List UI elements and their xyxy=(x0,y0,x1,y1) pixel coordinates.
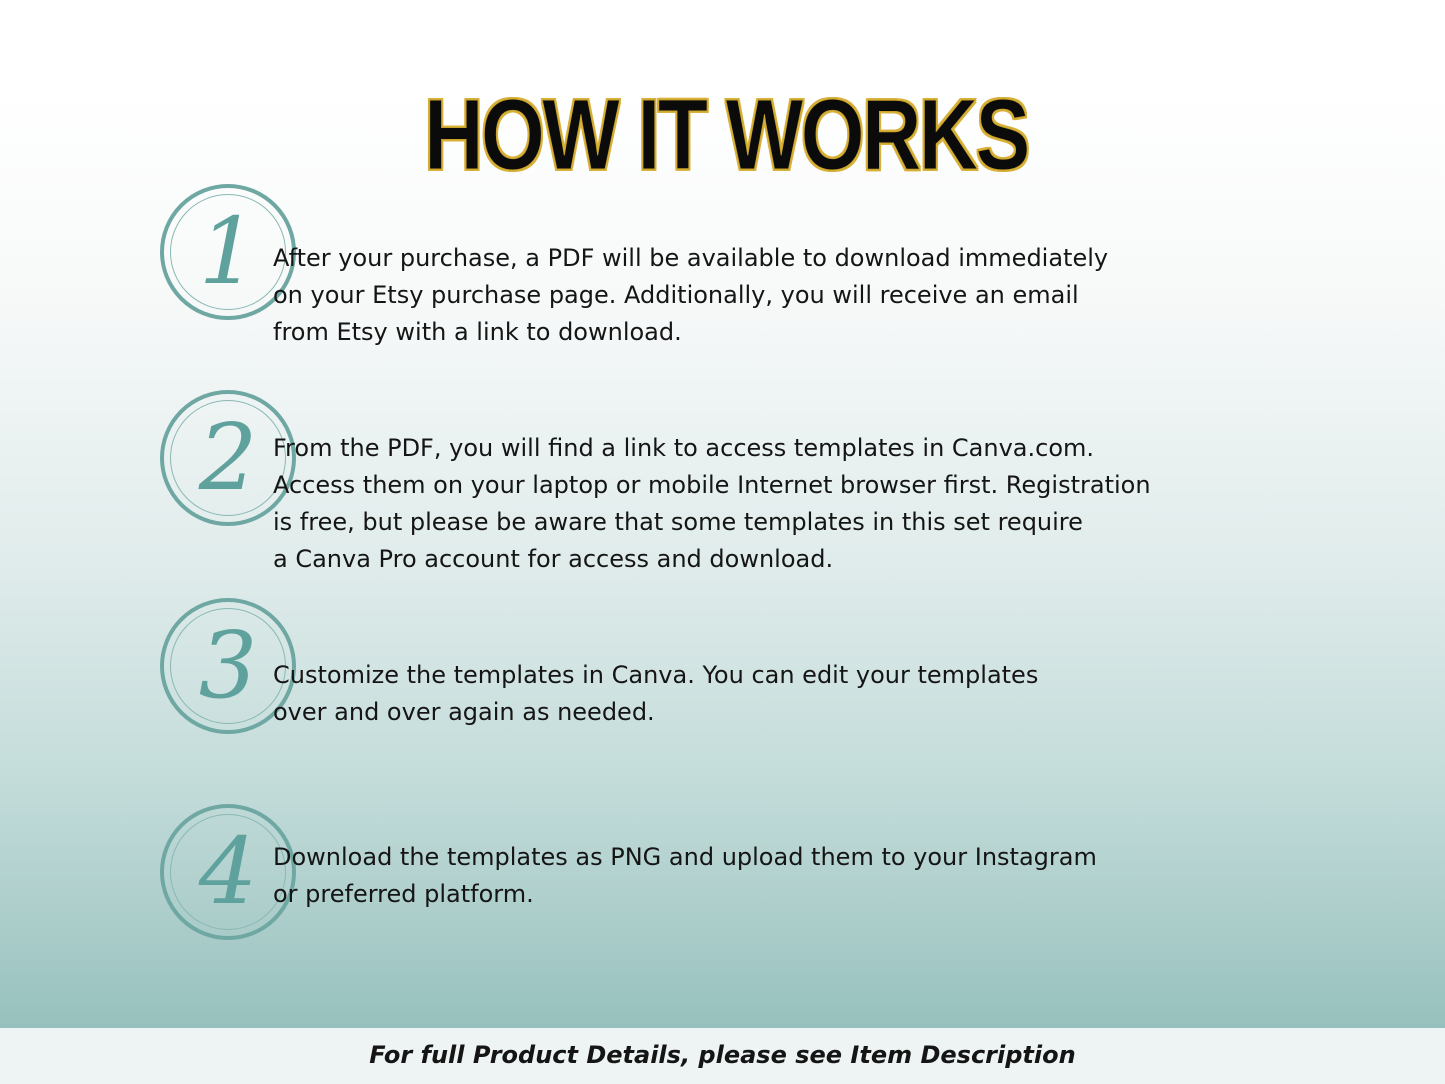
step-4-number: 4 xyxy=(198,818,258,925)
step-1-badge xyxy=(160,184,296,320)
page-title: HOW IT WORKS xyxy=(424,79,1028,191)
footer-bar xyxy=(0,1028,1445,1084)
step-2-text: From the PDF, you will find a link to access templates in Canva.com. Access them on your laptop or mobile Internet browser first. Registration is free, but please be aware that some templates in this set require a Canva Pro account for access and download. xyxy=(273,434,1151,573)
step-3-number: 3 xyxy=(198,612,258,719)
step-1-number: 1 xyxy=(198,198,258,305)
step-2-number: 2 xyxy=(198,404,258,511)
step-4-badge xyxy=(160,804,296,940)
step-2-badge xyxy=(160,390,296,526)
step-3-text: Customize the templates in Canva. You can edit your templates over and over again as needed. xyxy=(273,661,1039,726)
step-3-badge xyxy=(160,598,296,734)
step-4-text: Download the templates as PNG and upload them to your Instagram or preferred platform. xyxy=(273,843,1097,908)
step-1-text: After your purchase, a PDF will be available to download immediately on your Etsy purchase page. Additionally, you will receive an email from Etsy with a link to download. xyxy=(273,244,1109,346)
footer-note: For full Product Details, please see Item Description xyxy=(369,1041,1076,1069)
